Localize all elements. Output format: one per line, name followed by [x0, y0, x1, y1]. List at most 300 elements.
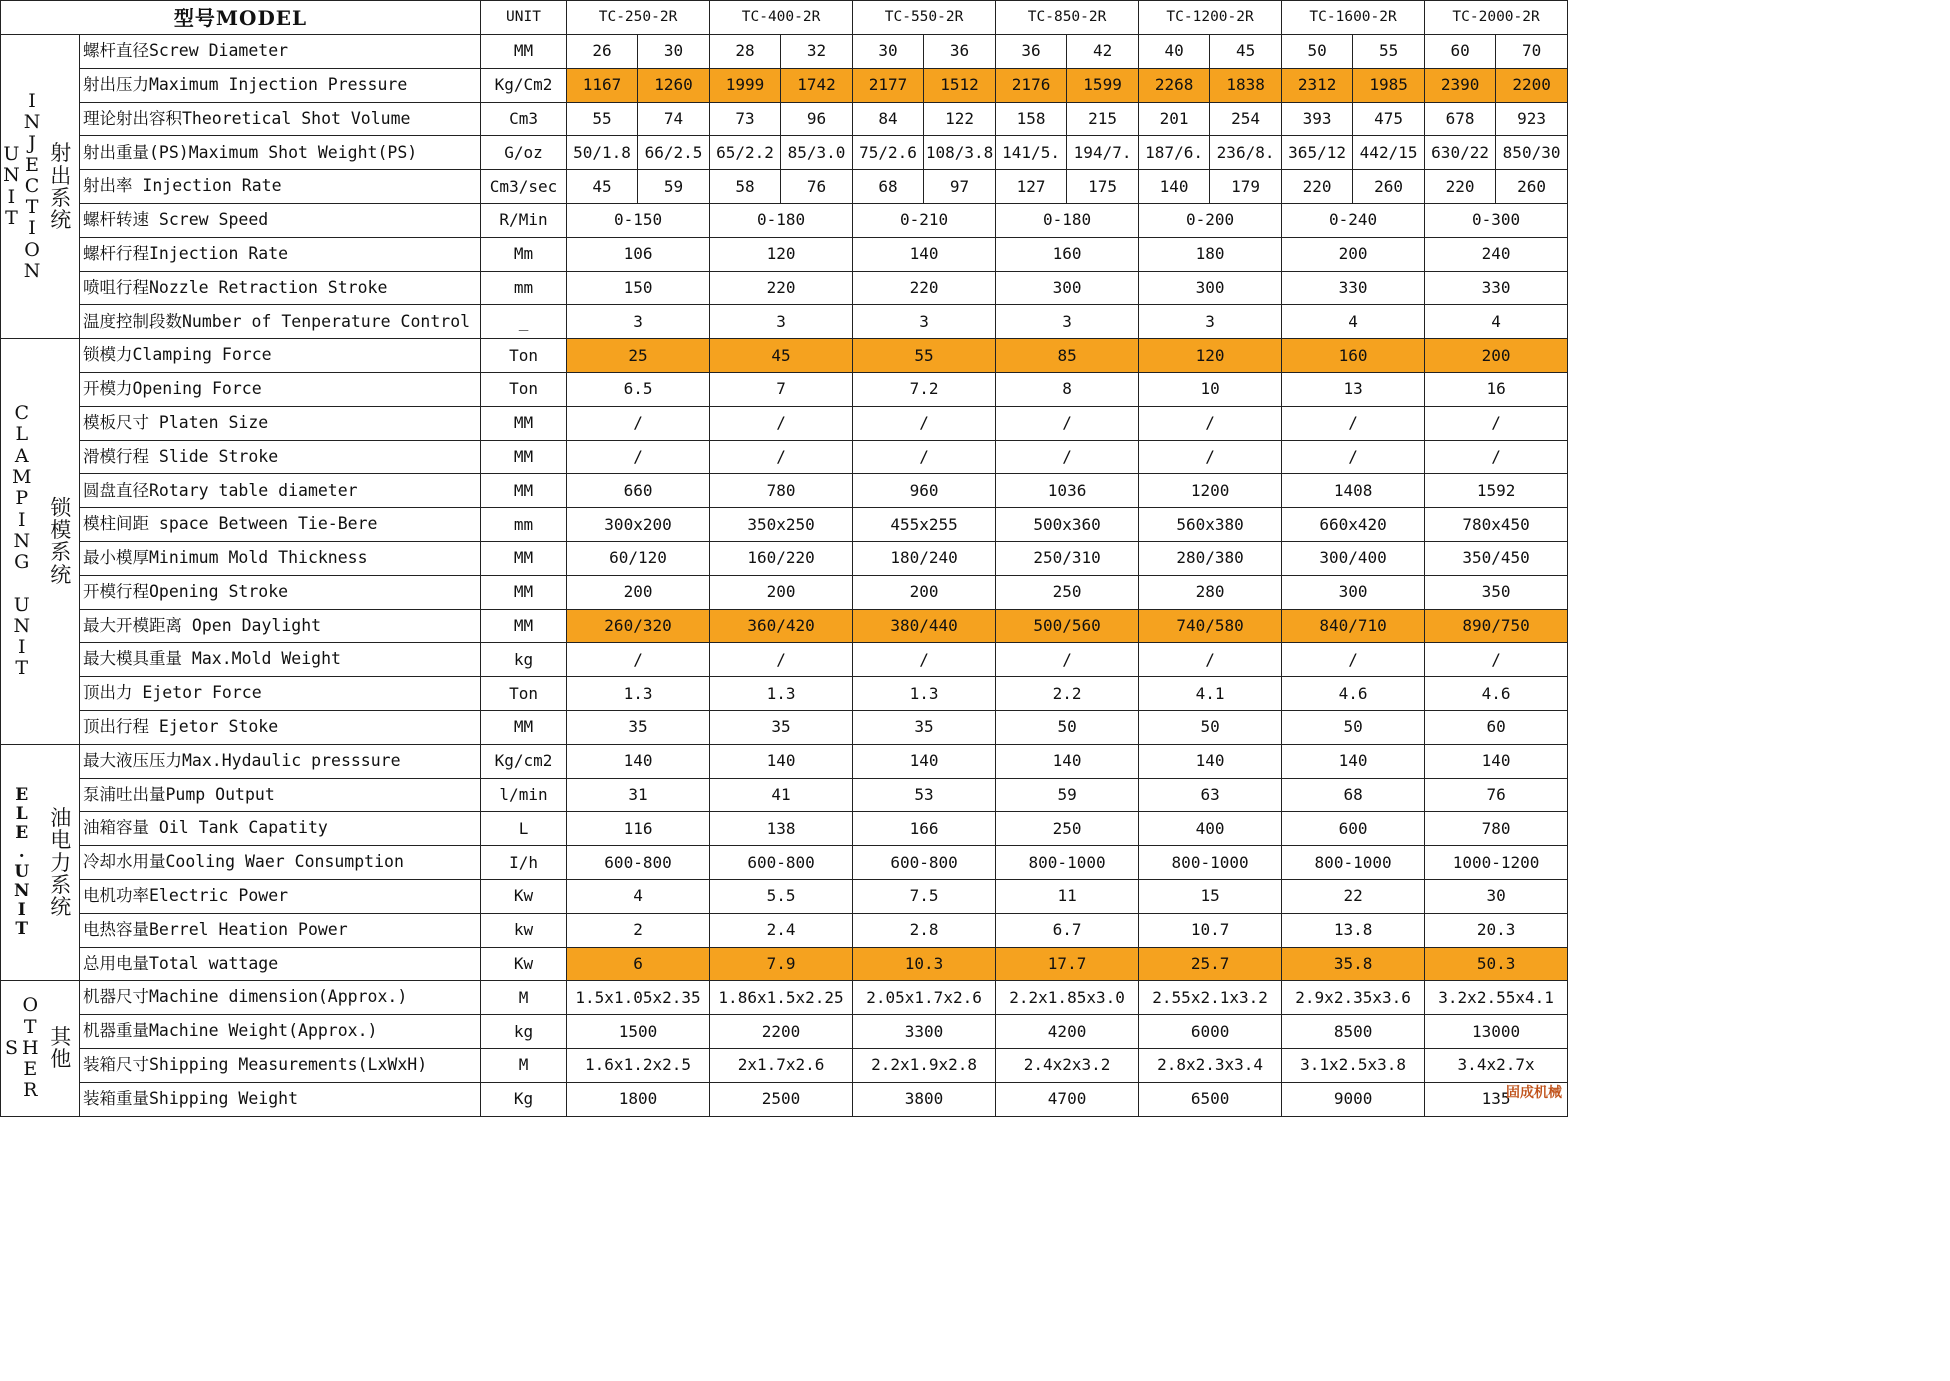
unit-header: UNIT — [481, 1, 567, 35]
spec-value: 6500 — [1139, 1082, 1282, 1116]
spec-value: 4 — [1425, 305, 1568, 339]
spec-value: 5.5 — [710, 879, 853, 913]
spec-row — [1, 778, 1568, 812]
spec-value: 60/120 — [567, 541, 710, 575]
spec-value: 50 — [1282, 710, 1425, 744]
spec-value: 35 — [710, 710, 853, 744]
spec-value: 187/6. — [1139, 136, 1210, 170]
spec-value: / — [1139, 643, 1282, 677]
spec-value: 2200 — [1496, 68, 1568, 102]
spec-row — [1, 203, 1568, 237]
spec-value: 0-210 — [853, 203, 996, 237]
spec-value: 1.86x1.5x2.25 — [710, 981, 853, 1015]
spec-value: 35.8 — [1282, 947, 1425, 981]
spec-value: 60 — [1425, 35, 1496, 69]
spec-row — [1, 846, 1568, 880]
spec-value: 75/2.6 — [853, 136, 924, 170]
spec-value: 35 — [853, 710, 996, 744]
spec-value: 45 — [710, 339, 853, 373]
spec-value: / — [710, 440, 853, 474]
spec-row — [1, 305, 1568, 339]
spec-value: 380/440 — [853, 609, 996, 643]
spec-value: 1200 — [1139, 474, 1282, 508]
spec-value: 260 — [1496, 170, 1568, 204]
group-name-cn: 锁 模 系 统 — [50, 496, 72, 587]
group-label-en — [1, 744, 43, 981]
spec-row — [1, 710, 1568, 744]
spec-value: 400 — [1139, 812, 1282, 846]
spec-row — [1, 271, 1568, 305]
spec-value: 560x380 — [1139, 508, 1282, 542]
spec-row — [1, 575, 1568, 609]
spec-value: 30 — [853, 35, 924, 69]
spec-value: 455x255 — [853, 508, 996, 542]
spec-value: 55 — [1353, 35, 1425, 69]
header-row — [1, 1, 1568, 35]
spec-label: 喷咀行程Nozzle Retraction Stroke — [80, 271, 481, 305]
spec-row — [1, 643, 1568, 677]
spec-unit: Kg/cm2 — [481, 744, 567, 778]
spec-value: 36 — [996, 35, 1067, 69]
spec-value: 1260 — [638, 68, 710, 102]
spec-label: 泵浦吐出量Pump Output — [80, 778, 481, 812]
group-label-cn — [43, 744, 80, 981]
spec-label: 螺杆直径Screw Diameter — [80, 35, 481, 69]
model-header: TC-1200-2R — [1139, 1, 1282, 35]
spec-value: / — [853, 406, 996, 440]
spec-value: 138 — [710, 812, 853, 846]
spec-value: 3 — [710, 305, 853, 339]
spec-label: 温度控制段数Number of Tenperature Control — [80, 305, 481, 339]
spec-value: 365/12 — [1282, 136, 1353, 170]
spec-label: 圆盘直径Rotary table diameter — [80, 474, 481, 508]
spec-label: 顶出力 Ejetor Force — [80, 677, 481, 711]
spec-value: 175 — [1067, 170, 1139, 204]
spec-value: 3.2x2.55x4.1 — [1425, 981, 1568, 1015]
spec-value: 220 — [710, 271, 853, 305]
watermark-logo — [1506, 1082, 1562, 1102]
model-header: TC-400-2R — [710, 1, 853, 35]
spec-value: 1167 — [567, 68, 638, 102]
spec-unit: Mm — [481, 237, 567, 271]
spec-value: 220 — [1425, 170, 1496, 204]
spec-value: 50.3 — [1425, 947, 1568, 981]
spec-value: 3.4x2.7x — [1425, 1048, 1568, 1082]
spec-value: 200 — [853, 575, 996, 609]
spec-label: 装箱尺寸Shipping Measurements(LxWxH) — [80, 1048, 481, 1082]
spec-unit: MM — [481, 440, 567, 474]
spec-value: 180/240 — [853, 541, 996, 575]
spec-value: 4200 — [996, 1015, 1139, 1049]
spec-value: 1985 — [1353, 68, 1425, 102]
spec-value: 890/750 — [1425, 609, 1568, 643]
spec-value: 240 — [1425, 237, 1568, 271]
spec-unit: R/Min — [481, 203, 567, 237]
spec-value: 1742 — [781, 68, 853, 102]
spec-value: 3 — [853, 305, 996, 339]
spec-value: 1800 — [567, 1082, 710, 1116]
spec-label: 最小模厚Minimum Mold Thickness — [80, 541, 481, 575]
spec-unit: L — [481, 812, 567, 846]
spec-value: 1036 — [996, 474, 1139, 508]
spec-value: 45 — [567, 170, 638, 204]
spec-value: 41 — [710, 778, 853, 812]
spec-unit: MM — [481, 609, 567, 643]
spec-value: 350/450 — [1425, 541, 1568, 575]
spec-value: 960 — [853, 474, 996, 508]
spec-value: 442/15 — [1353, 136, 1425, 170]
spec-unit: Kw — [481, 947, 567, 981]
spec-value: 200 — [710, 575, 853, 609]
spec-value: 63 — [1139, 778, 1282, 812]
spec-value: 53 — [853, 778, 996, 812]
spec-value: / — [1425, 406, 1568, 440]
spec-value: 13 — [1282, 372, 1425, 406]
spec-label: 机器尺寸Machine dimension(Approx.) — [80, 981, 481, 1015]
spec-value: 74 — [638, 102, 710, 136]
spec-unit: M — [481, 981, 567, 1015]
spec-label: 机器重量Machine Weight(Approx.) — [80, 1015, 481, 1049]
spec-value: 2.2x1.85x3.0 — [996, 981, 1139, 1015]
spec-label: 模板尺寸 Platen Size — [80, 406, 481, 440]
spec-value: 3.1x2.5x3.8 — [1282, 1048, 1425, 1082]
spec-value: / — [1139, 406, 1282, 440]
group-label-cn — [43, 35, 80, 339]
spec-row — [1, 406, 1568, 440]
spec-value: 780x450 — [1425, 508, 1568, 542]
spec-value: 0-240 — [1282, 203, 1425, 237]
spec-value: 140 — [710, 744, 853, 778]
spec-value: 141/5. — [996, 136, 1067, 170]
group-name-cn: 其 他 — [50, 1025, 72, 1072]
spec-unit: Cm3 — [481, 102, 567, 136]
spec-value: 140 — [1282, 744, 1425, 778]
spec-value: 50 — [1139, 710, 1282, 744]
spec-value: 2.55x2.1x3.2 — [1139, 981, 1282, 1015]
spec-value: 1999 — [710, 68, 781, 102]
spec-value: 10 — [1139, 372, 1282, 406]
spec-value: 800-1000 — [1139, 846, 1282, 880]
spec-value: 13000 — [1425, 1015, 1568, 1049]
spec-value: 2177 — [853, 68, 924, 102]
spec-label: 冷却水用量Cooling Waer Consumption — [80, 846, 481, 880]
spec-label: 锁模力Clamping Force — [80, 339, 481, 373]
spec-row — [1, 744, 1568, 778]
model-header: TC-2000-2R — [1425, 1, 1568, 35]
spec-unit: Kg — [481, 1082, 567, 1116]
spec-value: 850/30 — [1496, 136, 1568, 170]
spec-row — [1, 136, 1568, 170]
spec-value: 127 — [996, 170, 1067, 204]
spec-value: 4 — [1282, 305, 1425, 339]
spec-value: 350 — [1425, 575, 1568, 609]
spec-unit: kg — [481, 643, 567, 677]
spec-value: 15 — [1139, 879, 1282, 913]
spec-value: 7.9 — [710, 947, 853, 981]
spec-value: 780 — [1425, 812, 1568, 846]
spec-value: 11 — [996, 879, 1139, 913]
spec-value: 840/710 — [1282, 609, 1425, 643]
spec-unit: MM — [481, 710, 567, 744]
spec-value: 6.7 — [996, 913, 1139, 947]
spec-value: 59 — [996, 778, 1139, 812]
spec-value: 200 — [1282, 237, 1425, 271]
spec-value: 500/560 — [996, 609, 1139, 643]
spec-value: 65/2.2 — [710, 136, 781, 170]
spec-value: 66/2.5 — [638, 136, 710, 170]
spec-label: 电机功率Electric Power — [80, 879, 481, 913]
spec-value: 200 — [1425, 339, 1568, 373]
spec-unit: kw — [481, 913, 567, 947]
spec-value: 7.5 — [853, 879, 996, 913]
spec-value: 135 — [1425, 1082, 1568, 1116]
spec-unit: _ — [481, 305, 567, 339]
spec-value: 1.3 — [710, 677, 853, 711]
spec-row — [1, 947, 1568, 981]
spec-value: 4700 — [996, 1082, 1139, 1116]
spec-value: 660x420 — [1282, 508, 1425, 542]
spec-value: 25.7 — [1139, 947, 1282, 981]
spec-label: 电热容量Berrel Heation Power — [80, 913, 481, 947]
spec-value: 68 — [853, 170, 924, 204]
group-label-en — [1, 339, 43, 745]
spec-label: 最大液压压力Max.Hydaulic presssure — [80, 744, 481, 778]
spec-value: 68 — [1282, 778, 1425, 812]
group-name-en: O T H E R — [21, 994, 39, 1102]
spec-value: 660 — [567, 474, 710, 508]
spec-value: 678 — [1425, 102, 1496, 136]
spec-value: / — [567, 440, 710, 474]
spec-value: 250 — [996, 575, 1139, 609]
spec-value: 740/580 — [1139, 609, 1282, 643]
spec-value: 200 — [567, 575, 710, 609]
spec-value: 25 — [567, 339, 710, 373]
spec-row — [1, 1082, 1568, 1116]
model-title: 型号MODEL — [1, 1, 481, 35]
spec-value: 76 — [1425, 778, 1568, 812]
spec-value: 2176 — [996, 68, 1067, 102]
spec-value: 8 — [996, 372, 1139, 406]
spec-value: 350x250 — [710, 508, 853, 542]
spec-value: / — [1139, 440, 1282, 474]
spec-row — [1, 1015, 1568, 1049]
spec-value: 108/3.8 — [924, 136, 996, 170]
spec-unit: G/oz — [481, 136, 567, 170]
spec-value: 140 — [567, 744, 710, 778]
spec-row — [1, 981, 1568, 1015]
spec-value: / — [1425, 643, 1568, 677]
spec-value: 55 — [567, 102, 638, 136]
spec-value: / — [996, 643, 1139, 677]
spec-value: 180 — [1139, 237, 1282, 271]
spec-value: 260 — [1353, 170, 1425, 204]
spec-value: 10.3 — [853, 947, 996, 981]
spec-value: 60 — [1425, 710, 1568, 744]
spec-value: 0-200 — [1139, 203, 1282, 237]
spec-value: 2 — [567, 913, 710, 947]
spec-row — [1, 609, 1568, 643]
spec-unit: Kw — [481, 879, 567, 913]
spec-row — [1, 541, 1568, 575]
spec-value: 600-800 — [853, 846, 996, 880]
spec-value: 140 — [1139, 744, 1282, 778]
group-name-en: I N J E C T I O N — [23, 89, 41, 283]
spec-value: 4.1 — [1139, 677, 1282, 711]
spec-value: / — [1282, 643, 1425, 677]
group-name-en: C L A M P I N G U N I T — [12, 402, 32, 680]
spec-value: / — [853, 440, 996, 474]
spec-value: 160/220 — [710, 541, 853, 575]
spec-value: 2.2x1.9x2.8 — [853, 1048, 996, 1082]
spec-value: / — [1282, 406, 1425, 440]
spec-value: 13.8 — [1282, 913, 1425, 947]
spec-value: 220 — [853, 271, 996, 305]
spec-value: 58 — [710, 170, 781, 204]
model-header: TC-1600-2R — [1282, 1, 1425, 35]
spec-value: 30 — [638, 35, 710, 69]
spec-unit: MM — [481, 575, 567, 609]
spec-value: 330 — [1282, 271, 1425, 305]
group-label-cn — [43, 981, 80, 1116]
spec-label: 射出压力Maximum Injection Pressure — [80, 68, 481, 102]
spec-unit: l/min — [481, 778, 567, 812]
spec-label: 理论射出容积Theoretical Shot Volume — [80, 102, 481, 136]
spec-value: 166 — [853, 812, 996, 846]
spec-value: 2500 — [710, 1082, 853, 1116]
spec-value: 800-1000 — [1282, 846, 1425, 880]
group-label-cn — [43, 339, 80, 745]
spec-row — [1, 440, 1568, 474]
spec-value: 250 — [996, 812, 1139, 846]
spec-value: / — [996, 440, 1139, 474]
group-label-en — [1, 35, 43, 339]
spec-value: 120 — [1139, 339, 1282, 373]
spec-value: 1.3 — [567, 677, 710, 711]
spec-value: 3800 — [853, 1082, 996, 1116]
spec-row — [1, 372, 1568, 406]
spec-value: 96 — [781, 102, 853, 136]
spec-value: 360/420 — [710, 609, 853, 643]
spec-value: 220 — [1282, 170, 1353, 204]
spec-value: 26 — [567, 35, 638, 69]
spec-label: 装箱重量Shipping Weight — [80, 1082, 481, 1116]
spec-value: 28 — [710, 35, 781, 69]
spec-unit: mm — [481, 271, 567, 305]
spec-value: 31 — [567, 778, 710, 812]
spec-value: 201 — [1139, 102, 1210, 136]
spec-label: 开模行程Opening Stroke — [80, 575, 481, 609]
spec-row — [1, 913, 1568, 947]
spec-value: 179 — [1210, 170, 1282, 204]
spec-value: 10.7 — [1139, 913, 1282, 947]
watermark-text: 固成机械 — [1506, 1085, 1562, 1101]
spec-value: 85/3.0 — [781, 136, 853, 170]
spec-label: 最大模具重量 Max.Mold Weight — [80, 643, 481, 677]
spec-label: 模柱间距 space Between Tie-Bere — [80, 508, 481, 542]
spec-value: 17.7 — [996, 947, 1139, 981]
spec-value: 160 — [996, 237, 1139, 271]
spec-value: 1500 — [567, 1015, 710, 1049]
spec-value: 150 — [567, 271, 710, 305]
group-label-en — [1, 981, 43, 1116]
spec-value: 4.6 — [1425, 677, 1568, 711]
spec-value: 1838 — [1210, 68, 1282, 102]
spec-value: 50 — [996, 710, 1139, 744]
spec-value: 300 — [996, 271, 1139, 305]
spec-unit: Ton — [481, 339, 567, 373]
spec-value: 2390 — [1425, 68, 1496, 102]
spec-label: 射出重量(PS)Maximum Shot Weight(PS) — [80, 136, 481, 170]
spec-row — [1, 677, 1568, 711]
spec-label: 螺杆行程Injection Rate — [80, 237, 481, 271]
spec-row — [1, 474, 1568, 508]
spec-row — [1, 812, 1568, 846]
spec-value: 280/380 — [1139, 541, 1282, 575]
spec-value: 0-300 — [1425, 203, 1568, 237]
spec-unit: MM — [481, 406, 567, 440]
spec-value: / — [710, 643, 853, 677]
spec-unit: M — [481, 1048, 567, 1082]
model-header: TC-550-2R — [853, 1, 996, 35]
spec-value: 300 — [1139, 271, 1282, 305]
spec-value: / — [1425, 440, 1568, 474]
spec-value: 215 — [1067, 102, 1139, 136]
spec-value: / — [710, 406, 853, 440]
spec-value: 393 — [1282, 102, 1353, 136]
spec-label: 螺杆转速 Screw Speed — [80, 203, 481, 237]
spec-row — [1, 1048, 1568, 1082]
spec-value: 8500 — [1282, 1015, 1425, 1049]
spec-value: 2.9x2.35x3.6 — [1282, 981, 1425, 1015]
spec-value: 4 — [567, 879, 710, 913]
spec-value: 280 — [1139, 575, 1282, 609]
spec-value: 32 — [781, 35, 853, 69]
spec-unit: Ton — [481, 372, 567, 406]
spec-value: 140 — [1425, 744, 1568, 778]
spec-unit: MM — [481, 541, 567, 575]
spec-row — [1, 170, 1568, 204]
spec-value: 330 — [1425, 271, 1568, 305]
model-header: TC-850-2R — [996, 1, 1139, 35]
spec-value: 9000 — [1282, 1082, 1425, 1116]
spec-value: 2.4x2x3.2 — [996, 1048, 1139, 1082]
group-name-cn: 油 电 力 系 统 — [50, 806, 72, 919]
spec-value: 300x200 — [567, 508, 710, 542]
spec-value: 2.4 — [710, 913, 853, 947]
spec-value: 7.2 — [853, 372, 996, 406]
spec-value: 1.5x1.05x2.35 — [567, 981, 710, 1015]
spec-value: 600-800 — [710, 846, 853, 880]
spec-unit: MM — [481, 35, 567, 69]
spec-label: 射出率 Injection Rate — [80, 170, 481, 204]
spec-value: 300 — [1282, 575, 1425, 609]
spec-row — [1, 102, 1568, 136]
spec-value: 254 — [1210, 102, 1282, 136]
spec-value: 630/22 — [1425, 136, 1496, 170]
spec-value: 1599 — [1067, 68, 1139, 102]
spec-value: 116 — [567, 812, 710, 846]
spec-value: 122 — [924, 102, 996, 136]
spec-value: / — [996, 406, 1139, 440]
spec-value: 16 — [1425, 372, 1568, 406]
spec-value: 1.6x1.2x2.5 — [567, 1048, 710, 1082]
spec-value: 97 — [924, 170, 996, 204]
group-prefix-en: U N I T — [3, 143, 20, 229]
spec-label: 滑模行程 Slide Stroke — [80, 440, 481, 474]
spec-value: 1000-1200 — [1425, 846, 1568, 880]
spec-value: 84 — [853, 102, 924, 136]
spec-value: / — [567, 643, 710, 677]
